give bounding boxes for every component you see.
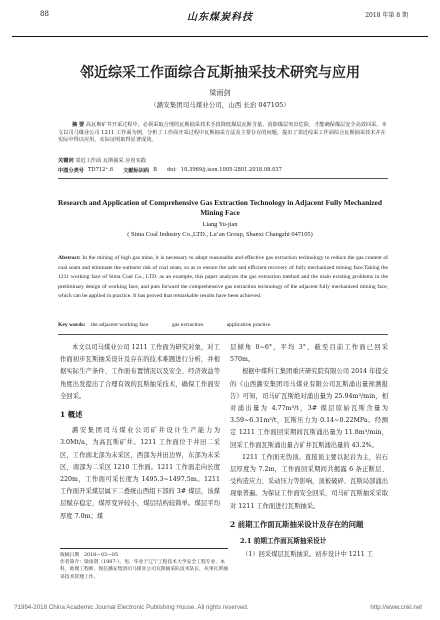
issue-label: 2018 年第 8 期	[365, 12, 408, 19]
classification-row	[58, 167, 388, 174]
intro-paragraph: 本文以司马煤业公司 1211 工作面为研究对象，对工作面初步瓦斯抽采设计及存在的技术难题进行分析，并根据实际生产条件、工作面布置情况以及安全、经济效益等角度出发提出了合理有效的瓦斯抽采技术，确保工作面安全回采。	[60, 344, 220, 400]
section-heading: 1 概述	[60, 410, 83, 420]
english-title: Research and Application of Comprehensive Gas Extraction Technology in Adjacent Fully Mechanized Mining Face	[58, 198, 382, 217]
english-author: Liang Yu-jian	[202, 221, 238, 228]
doi-value: 10.3969/j.issn.1005-2801.2018.08.037	[180, 167, 283, 173]
chinese-abstract	[58, 122, 388, 145]
clc-value: TD712⁺.6	[87, 167, 114, 173]
article-title: 邻近综采工作面综合瓦斯抽采技术研究与应用	[80, 65, 360, 81]
keywords-text: 邻近工作面 瓦斯抽采 应用实践	[75, 158, 146, 164]
article-author: 梁雨剑	[209, 89, 231, 97]
section-paragraph: 根据中煤科工集团重庆研究院有限公司 2014 年提交的《山西潞安集团司马煤业有限公司瓦斯涌出量预测报告》可知，司马矿瓦斯绝对涌出量为 25.94m³/min，相对涌出量为 4.77m³/t，3# 煤层原始瓦斯含量为 3.59~6.31m³/t，瓦斯压力为 0.14~0.22MPa。经测定 1211 工作面回采期间瓦斯涌出量为 11.8m³/min，回采工作面瓦斯涌出量占矿井瓦斯涌出量的 43.2%。	[230, 368, 388, 449]
abstract-label: 摘 要	[72, 122, 85, 128]
english-keyword: application practice	[226, 322, 271, 328]
english-affiliation: ( Sima Coal Industry Co.,LTD., Lu’an Group, Shanxi Changzhi 047105)	[127, 231, 313, 238]
copyright-notice: ?1994-2018 China Academic Journal Electronic Publishing House. All rights reserved.	[14, 604, 249, 611]
doi-label: doi:	[166, 167, 177, 173]
section-paragraph: （1）回采煤层瓦斯抽采。初步设计中 1211 工	[242, 551, 374, 559]
page-number: 88	[40, 10, 49, 18]
clc-label: 中图分类号	[58, 168, 84, 174]
body-left-column	[60, 342, 220, 523]
english-keywords	[58, 322, 388, 328]
divider	[58, 178, 388, 179]
divider	[58, 334, 388, 335]
author-bio: 作者简介：梁雨剑（1987-），男，毕业于辽宁工程技术大学安全工程专业，本科，助理工程师，现任潞安集团司马煤业公司瓦斯抽采队技术队长，从事瓦斯抽采技术管理工作。	[60, 560, 228, 580]
subsection-heading: 2.1 前期工作面瓦斯抽采设计	[240, 537, 327, 546]
continued-paragraph: 层倾角 0~6°，平均 3°，截至目前工作面已回采 570m。	[230, 344, 388, 364]
abstract-text: 高瓦斯矿井开采过程中，必须采取合理的瓦斯抽采技术手段降低煤层瓦斯含量、消除煤层突出危险，才能确保煤层安全高效回采。本文以司马煤业公司 1211 工作面为例，分析了工作面开采过程中瓦斯抽采方法及主要存在的问题，提出了邻近综采工作面综合瓦斯抽采技术并在实际中得以应用，实际证明取得显著成效。	[58, 122, 387, 144]
section-heading: 2 前期工作面瓦斯抽采设计及存在的问题	[230, 519, 364, 529]
site-link[interactable]: http://www.cnki.net	[370, 604, 422, 611]
article-affiliation: （潞安集团司马煤业公司，山西 长治 047105）	[150, 101, 290, 109]
journal-name: 山东煤炭科技	[187, 12, 253, 23]
english-abstract-text: In the mining of high gas mine, it is necessary to adopt reasonable and effective gas extraction technology to reduce the gas content of coal seam and eliminate the outburst risk of coal seam, so as to ensure the safe and efficient recovery of fully mechanized mining face.Taking the 1211 working face of Sima Coal Co., LTD. as an example, this paper analyzes the gas extraction method and the main existing problems in the preliminary design of working face, and puts forward the comprehensive gas extraction technology of the adjacent fully mechanized mining face, which can be applied in practice. It has proved that remarkable results have been achieved.	[58, 255, 388, 299]
body-right-column	[230, 342, 388, 561]
code-value: B	[153, 167, 157, 173]
english-keywords-label: Key words:	[58, 322, 86, 328]
english-keyword: the adjacent working face	[90, 322, 149, 328]
received-date: 收稿日期 2018—03—05	[60, 553, 118, 558]
english-keyword: gas extraction	[171, 322, 204, 328]
chinese-keywords	[58, 157, 388, 164]
english-abstract	[58, 254, 388, 302]
code-label: 文献标识码	[123, 168, 150, 174]
page-header	[12, 6, 428, 37]
english-abstract-label: Abstract:	[58, 255, 81, 261]
keywords-label: 关键词	[58, 158, 74, 164]
footnote	[60, 548, 228, 581]
section-paragraph: 1211 工作面无伪顶。直接顶主要以泥岩为主，岩石层厚度为 7.2m，工作面回采期间共揭露 6 条正断层、受构造应力、采动压力等影响，顶板破碎、瓦斯局部涌出现象普遍。为保证工作面安全回采，司马矿瓦斯抽采采取对 1211 工作面进行瓦斯抽采。	[230, 453, 388, 510]
section-paragraph: 潞安集团司马煤业公司矿井设计生产能力为 3.0Mt/a，为高瓦斯矿井。1211 工作面位于井田二采区，工作面北部为未采区，西部为井田边界，东部为未采区，南部为二采区 1210 工作面。1211 工作面走向长度 220m，工作面可采长度为 1495.3~1497.5m。1211 工作面开采煤层属下二叠统山西组下部的 3# 煤层，该煤层赋存稳定，煤厚变异较小，煤层结构较简单。煤层平均厚度 7.0m；煤	[60, 427, 220, 520]
